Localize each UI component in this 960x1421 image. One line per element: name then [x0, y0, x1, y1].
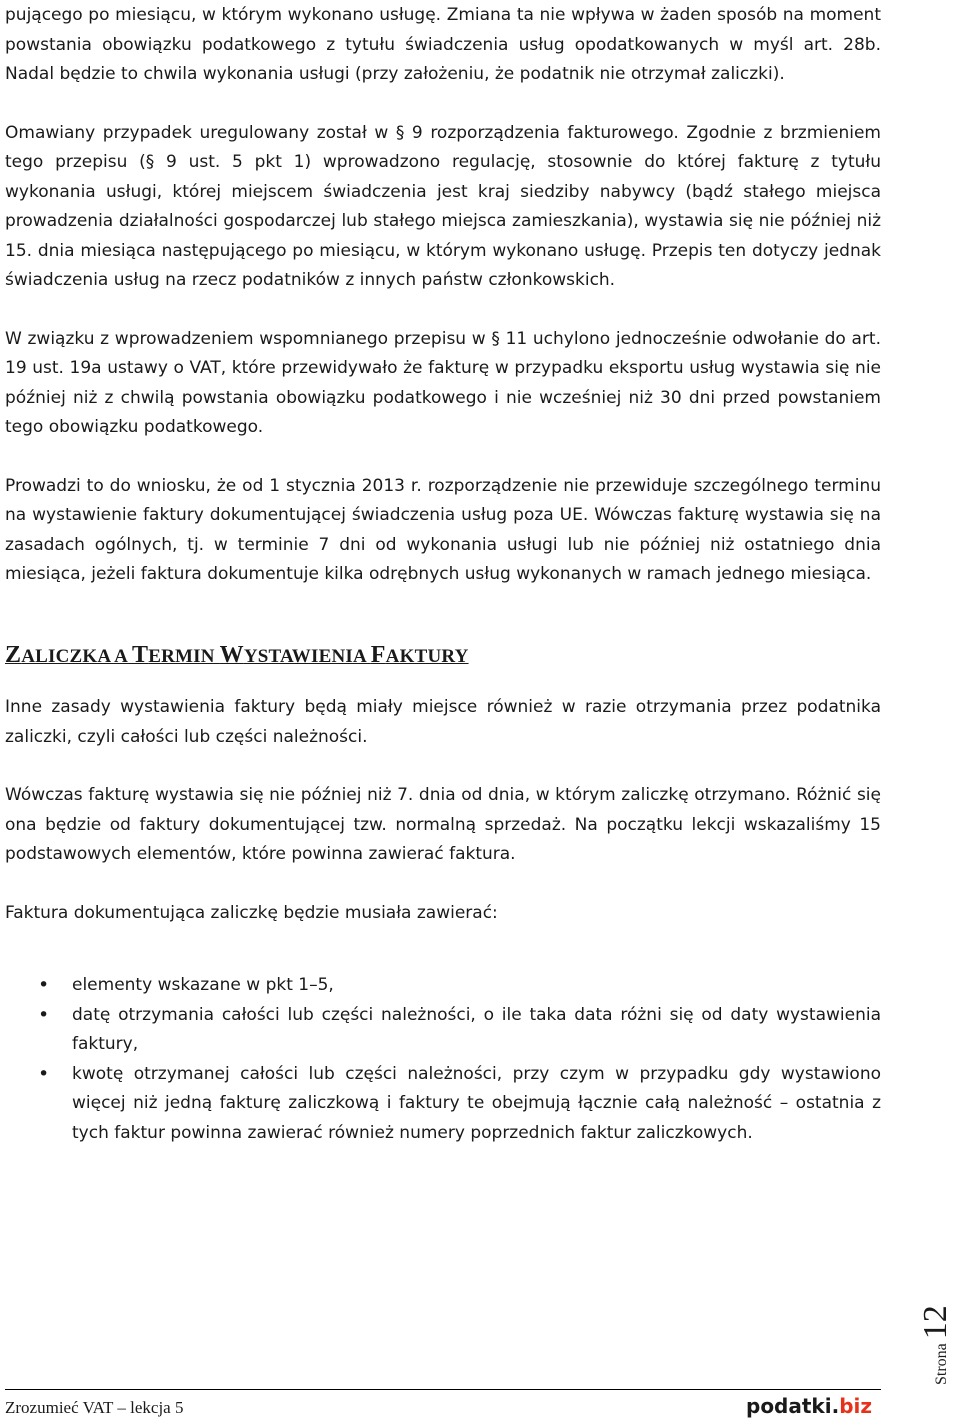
footer-brand-logo: podatki.biz	[746, 1394, 872, 1418]
paragraph-2: Omawiany przypadek uregulowany został w § 9 rozporządzenia fakturowego. Zgodnie z brzmieniem tego przepisu (§ 9 ust. 5 pkt 1) wprowadzono regulację, stosownie do której fakturę z tytułu wykonania usługi, której miejscem świadczenia jest kraj siedziby nabywcy (bądź stałego miejsca prowadzenia działalności gospodarczej lub stałego miejsca zamieszkania), wystawia się nie później niż 15. dnia miesiąca następującego po miesiącu, w którym wykonano usługę. Przepis ten dotyczy jednak świadczenia usług na rzecz podatników z innych państw członkowskich.	[5, 122, 881, 290]
paragraph-6: Wówczas fakturę wystawia się nie później niż 7. dnia od dnia, w którym zaliczkę otrzymano. Różnić się ona będzie od faktury dokumentującej tzw. normalną sprzedaż. Na początku lekcji wskazaliśmy 15 podstawowych elementów, które powinna zawierać faktura.	[5, 785, 881, 864]
list-item: • datę otrzymania całości lub części należności, o ile taka data różni się od daty wystawienia faktury,	[5, 1001, 881, 1060]
paragraph-1: pującego po miesiącu, w którym wykonano usługę. Zmiana ta nie wpływa w żaden sposób na moment powstania obowiązku podatkowego z tytułu świadczenia usług opodatkowanych w myśl art. 28b. Nadal będzie to chwila wykonania usługi (przy założeniu, że podatnik nie otrzymał zaliczki).	[5, 5, 881, 84]
document-body	[5, 0, 881, 1148]
page-word: Strona	[933, 1343, 950, 1385]
paragraph-3: W związku z wprowadzeniem wspomnianego przepisu w § 11 uchylono jednocześnie odwołanie do art. 19 ust. 19a ustawy o VAT, które przewidywało że fakturę w przypadku eksportu usług wystawia się nie później niż z chwilą powstania obowiązku podatkowego i nie wcześniej niż 30 dni przed powstaniem tego obowiązku podatkowego.	[5, 328, 881, 437]
section-heading: ZALICZKA A TERMIN WYSTAWIENIA FAKTURY	[5, 641, 469, 668]
footer-divider	[5, 1389, 881, 1390]
list-item: • elementy wskazane w pkt 1–5,	[5, 971, 881, 1001]
bullet-list	[5, 971, 881, 1148]
footer-title: Zrozumieć VAT – lekcja 5	[5, 1398, 184, 1417]
paragraph-5: Inne zasady wystawienia faktury będą miały miejsce również w razie otrzymania przez podatnika zaliczki, czyli całości lub części należności.	[5, 697, 881, 747]
page-number: 12	[917, 1305, 954, 1340]
paragraph-7: Faktura dokumentująca zaliczkę będzie musiała zawierać:	[5, 902, 498, 923]
list-item: • kwotę otrzymanej całości lub części należności, przy czym w przypadku gdy wystawiono więcej niż jedną fakturę zaliczkową i faktury te obejmują łącznie całą należność – ostatnia z tych faktur powinna zawierać również numery poprzednich faktur zaliczkowych.	[5, 1060, 881, 1149]
page-number-sidebar	[917, 1245, 957, 1385]
paragraph-4: Prowadzi to do wniosku, że od 1 stycznia 2013 r. rozporządzenie nie przewiduje szczególnego terminu na wystawienie faktury dokumentującej świadczenia usług poza UE. Wówczas fakturę wystawia się na zasadach ogólnych, tj. w terminie 7 dni od wykonania usługi lub nie później niż ostatniego dnia miesiąca, jeżeli faktura dokumentuje kilka odrębnych usług wykonanych w ramach jednego miesiąca.	[5, 475, 881, 584]
